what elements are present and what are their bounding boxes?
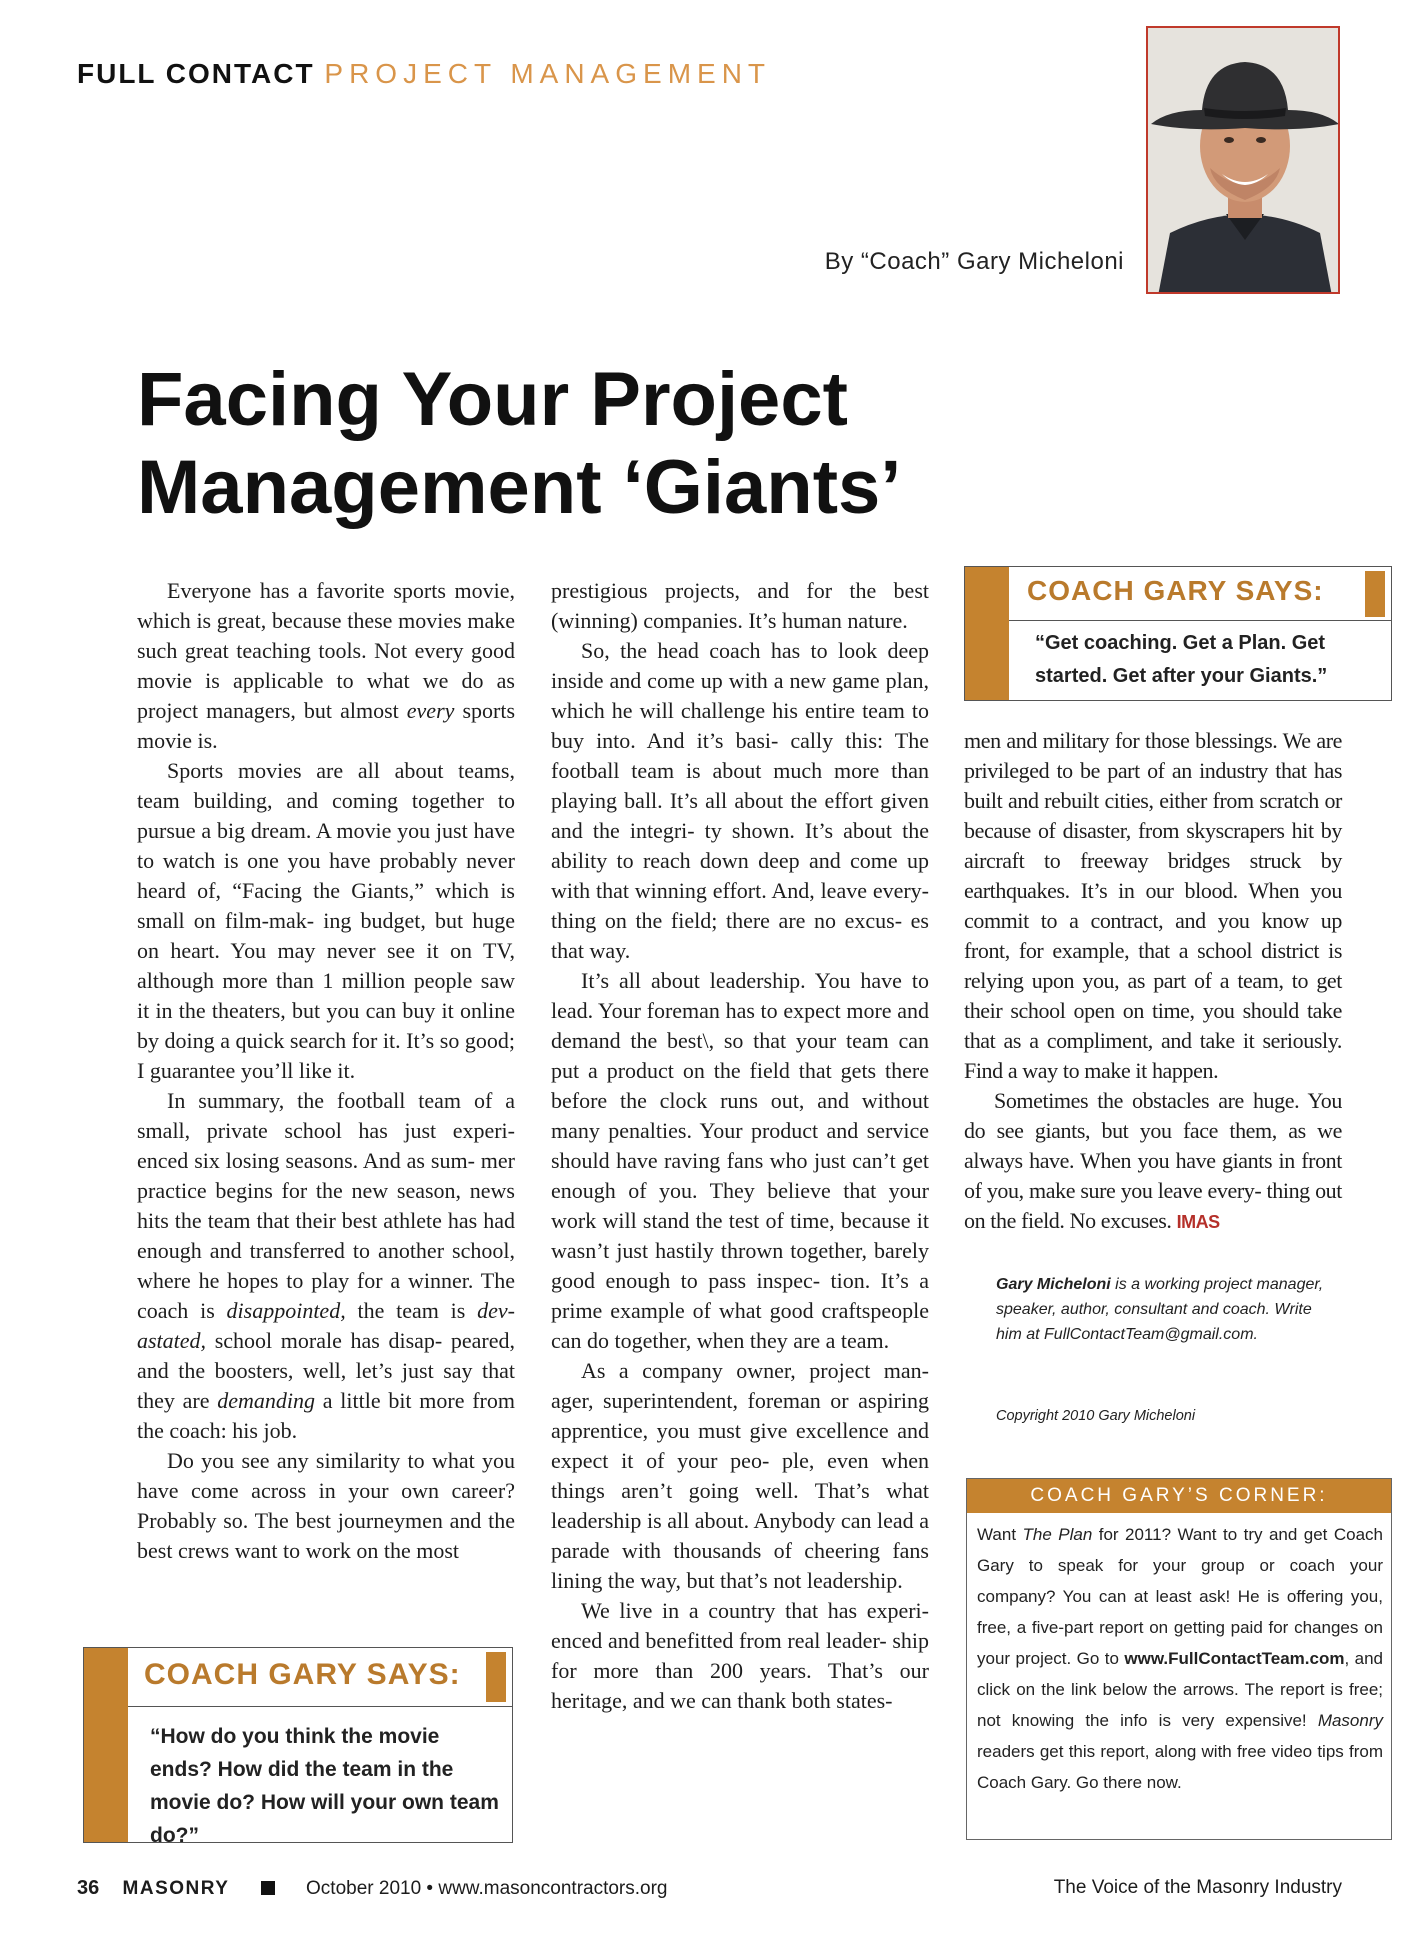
box-rule	[128, 1706, 512, 1707]
copyright-notice: Copyright 2010 Gary Micheloni	[996, 1408, 1196, 1424]
coach-gary-says-quote: “Get coaching. Get a Plan. Get started. Get after your Giants.”	[1035, 632, 1328, 687]
col1-paragraph-2: Sports movies are all about teams, team building, and coming together to pursue a big dream. A movie you just have to watch is one you have probably never heard of, “Facing the Giants,” which is small on film-mak- ing budget, but huge on heart. You may never see it on TV, although more than 1 million people saw it in the theaters, but you can buy it online by doing a quick search for it. It’s so good; I guarantee you’ll like it.	[137, 758, 515, 1083]
coach-gary-says-heading: COACH GARY SAYS:	[1027, 575, 1324, 606]
col2-paragraph-4: As a company owner, project man- ager, superintendent, foreman or aspiring apprentice, you must give excellence and expect it of your peo- ple, even when things aren’t going well. That’s what leadership is all about. Anybody can lead a parade with thousands of cheering fans lining the way, but that’s not leadership.	[551, 1358, 929, 1593]
body-column-3	[964, 726, 1342, 1237]
page-footer	[77, 1877, 1342, 1900]
page-number: 36	[77, 1877, 100, 1899]
col1-paragraph-1: Everyone has a favorite sports movie, which is great, because these movies make such great teaching tools. Not every good movie is applicable to what we do as project managers, but almost every sports movie is.	[137, 578, 515, 753]
box-stripe	[84, 1648, 128, 1842]
body-column-2	[551, 576, 929, 1716]
magazine-tagline: The Voice of the Masonry Industry	[1053, 1877, 1342, 1898]
coach-gary-says-box-left	[83, 1647, 513, 1847]
coach-garys-corner-box	[966, 1478, 1392, 1840]
col3-paragraph-1: men and military for those blessings. We are privileged to be part of an industry that has built and rebuilt cities, either from scratch or because of disaster, from skyscrapers hit by aircraft to freeway bridges struck by earthquakes. It’s in our blood. When you commit to a contract, and you know up front, for example, that a school district is relying upon you, as part of a team, to get their school open on time, you should take that as a compliment, and take it seriously. Find a way to make it happen.	[964, 728, 1342, 1083]
coach-gary-website-link[interactable]: www.FullContactTeam.com	[1124, 1649, 1345, 1668]
box-tab	[1365, 571, 1385, 617]
square-bullet-icon	[261, 1881, 275, 1895]
col3-paragraph-2: Sometimes the obstacles are huge. You do see giants, but you face them, as we always have. When you have giants in front of you, make sure you leave every- thing out on the field. No excuses. IMAS	[964, 1088, 1342, 1233]
author-bio-name: Gary Micheloni	[996, 1276, 1111, 1293]
col2-paragraph-2: So, the head coach has to look deep inside and come up with a new game plan, which he will challenge his entire team to buy into. And it’s basi- cally this: The football team is about much more than playing ball. It’s all about the effort given and the integri- ty shown. It’s about the ability to reach down deep and come up with that winning effort. And, leave every- thing on the field; there are no excus- es that way.	[551, 638, 929, 963]
section-header	[77, 58, 771, 90]
issue-date-and-url: October 2010 • www.masoncontractors.org	[306, 1878, 668, 1899]
col2-paragraph-1: prestigious projects, and for the best (winning) companies. It’s human nature.	[551, 578, 929, 633]
body-column-1	[137, 576, 515, 1566]
coach-gary-says-heading: COACH GARY SAYS:	[144, 1658, 461, 1691]
section-header-bold: FULL CONTACT	[77, 58, 315, 89]
byline: By “Coach” Gary Micheloni	[824, 248, 1124, 275]
author-photo	[1146, 26, 1340, 294]
coach-garys-corner-text: Want The Plan for 2011? Want to try and get Coach Gary to speak for your group or coach your company? You can at least ask! He is offering you, free, a five-part report on getting paid for changes on your project. Go to www.FullContactTeam.com, and click on the link below the arrows. The report is free; not knowing the info is very expensive! Masonry readers get this report, along with free video tips from Coach Gary. Go there now.	[977, 1525, 1383, 1792]
coach-garys-corner-heading: COACH GARY’S CORNER:	[967, 1479, 1391, 1513]
box-tab	[486, 1652, 506, 1702]
article-title	[137, 356, 1037, 532]
col2-paragraph-3: It’s all about leadership. You have to lead. Your foreman has to expect more and demand the best\, so that your team can put a product on the field that gets there before the clock runs out, and without many penalties. Your product and service should have raving fans who just can’t get enough of you. They believe that your work will stand the test of time, because it wasn’t just hastily thrown together, barely good enough to pass inspec- tion. It’s a prime example of what good craftspeople can do together, when they are a team.	[551, 968, 929, 1353]
box-rule	[1009, 620, 1391, 621]
author-bio-text: is a working project manager, speaker, author, consultant and coach. Write him at FullContactTeam@gmail.com.	[996, 1276, 1324, 1343]
col1-paragraph-4: Do you see any similarity to what you have come across in your own career? Probably so. The best journeymen and the best crews want to work on the most	[137, 1448, 515, 1563]
article-title-line-1: Facing Your Project	[137, 357, 848, 442]
coach-gary-says-quote: “How do you think the movie ends? How did the team in the movie do? How will your own team do?”	[150, 1725, 499, 1847]
magazine-name: MASONRY	[122, 1878, 230, 1899]
coach-gary-says-box-right	[964, 566, 1392, 701]
author-photo-illustration	[1148, 28, 1340, 294]
col2-paragraph-5: We live in a country that has experi- enced and benefitted from real leader- ship for more than 200 years. That’s our heritage, and we can thank both states-	[551, 1598, 929, 1713]
article-title-line-2: Management ‘Giants’	[137, 445, 902, 530]
section-header-accent: PROJECT MANAGEMENT	[324, 58, 772, 89]
box-stripe	[965, 567, 1009, 700]
end-mark: IMAS	[1176, 1212, 1220, 1232]
col1-paragraph-3: In summary, the football team of a small, private school has just experi- enced six losing seasons. And as sum- mer practice begins for the new season, news hits the team that their best athlete has had enough and transferred to another school, where he hopes to play for a winner. The coach is disappointed, the team is dev- astated, school morale has disap- peared, and the boosters, well, let’s just say that they are demanding a little bit more from the coach: his job.	[137, 1088, 515, 1443]
author-bio	[996, 1272, 1336, 1347]
